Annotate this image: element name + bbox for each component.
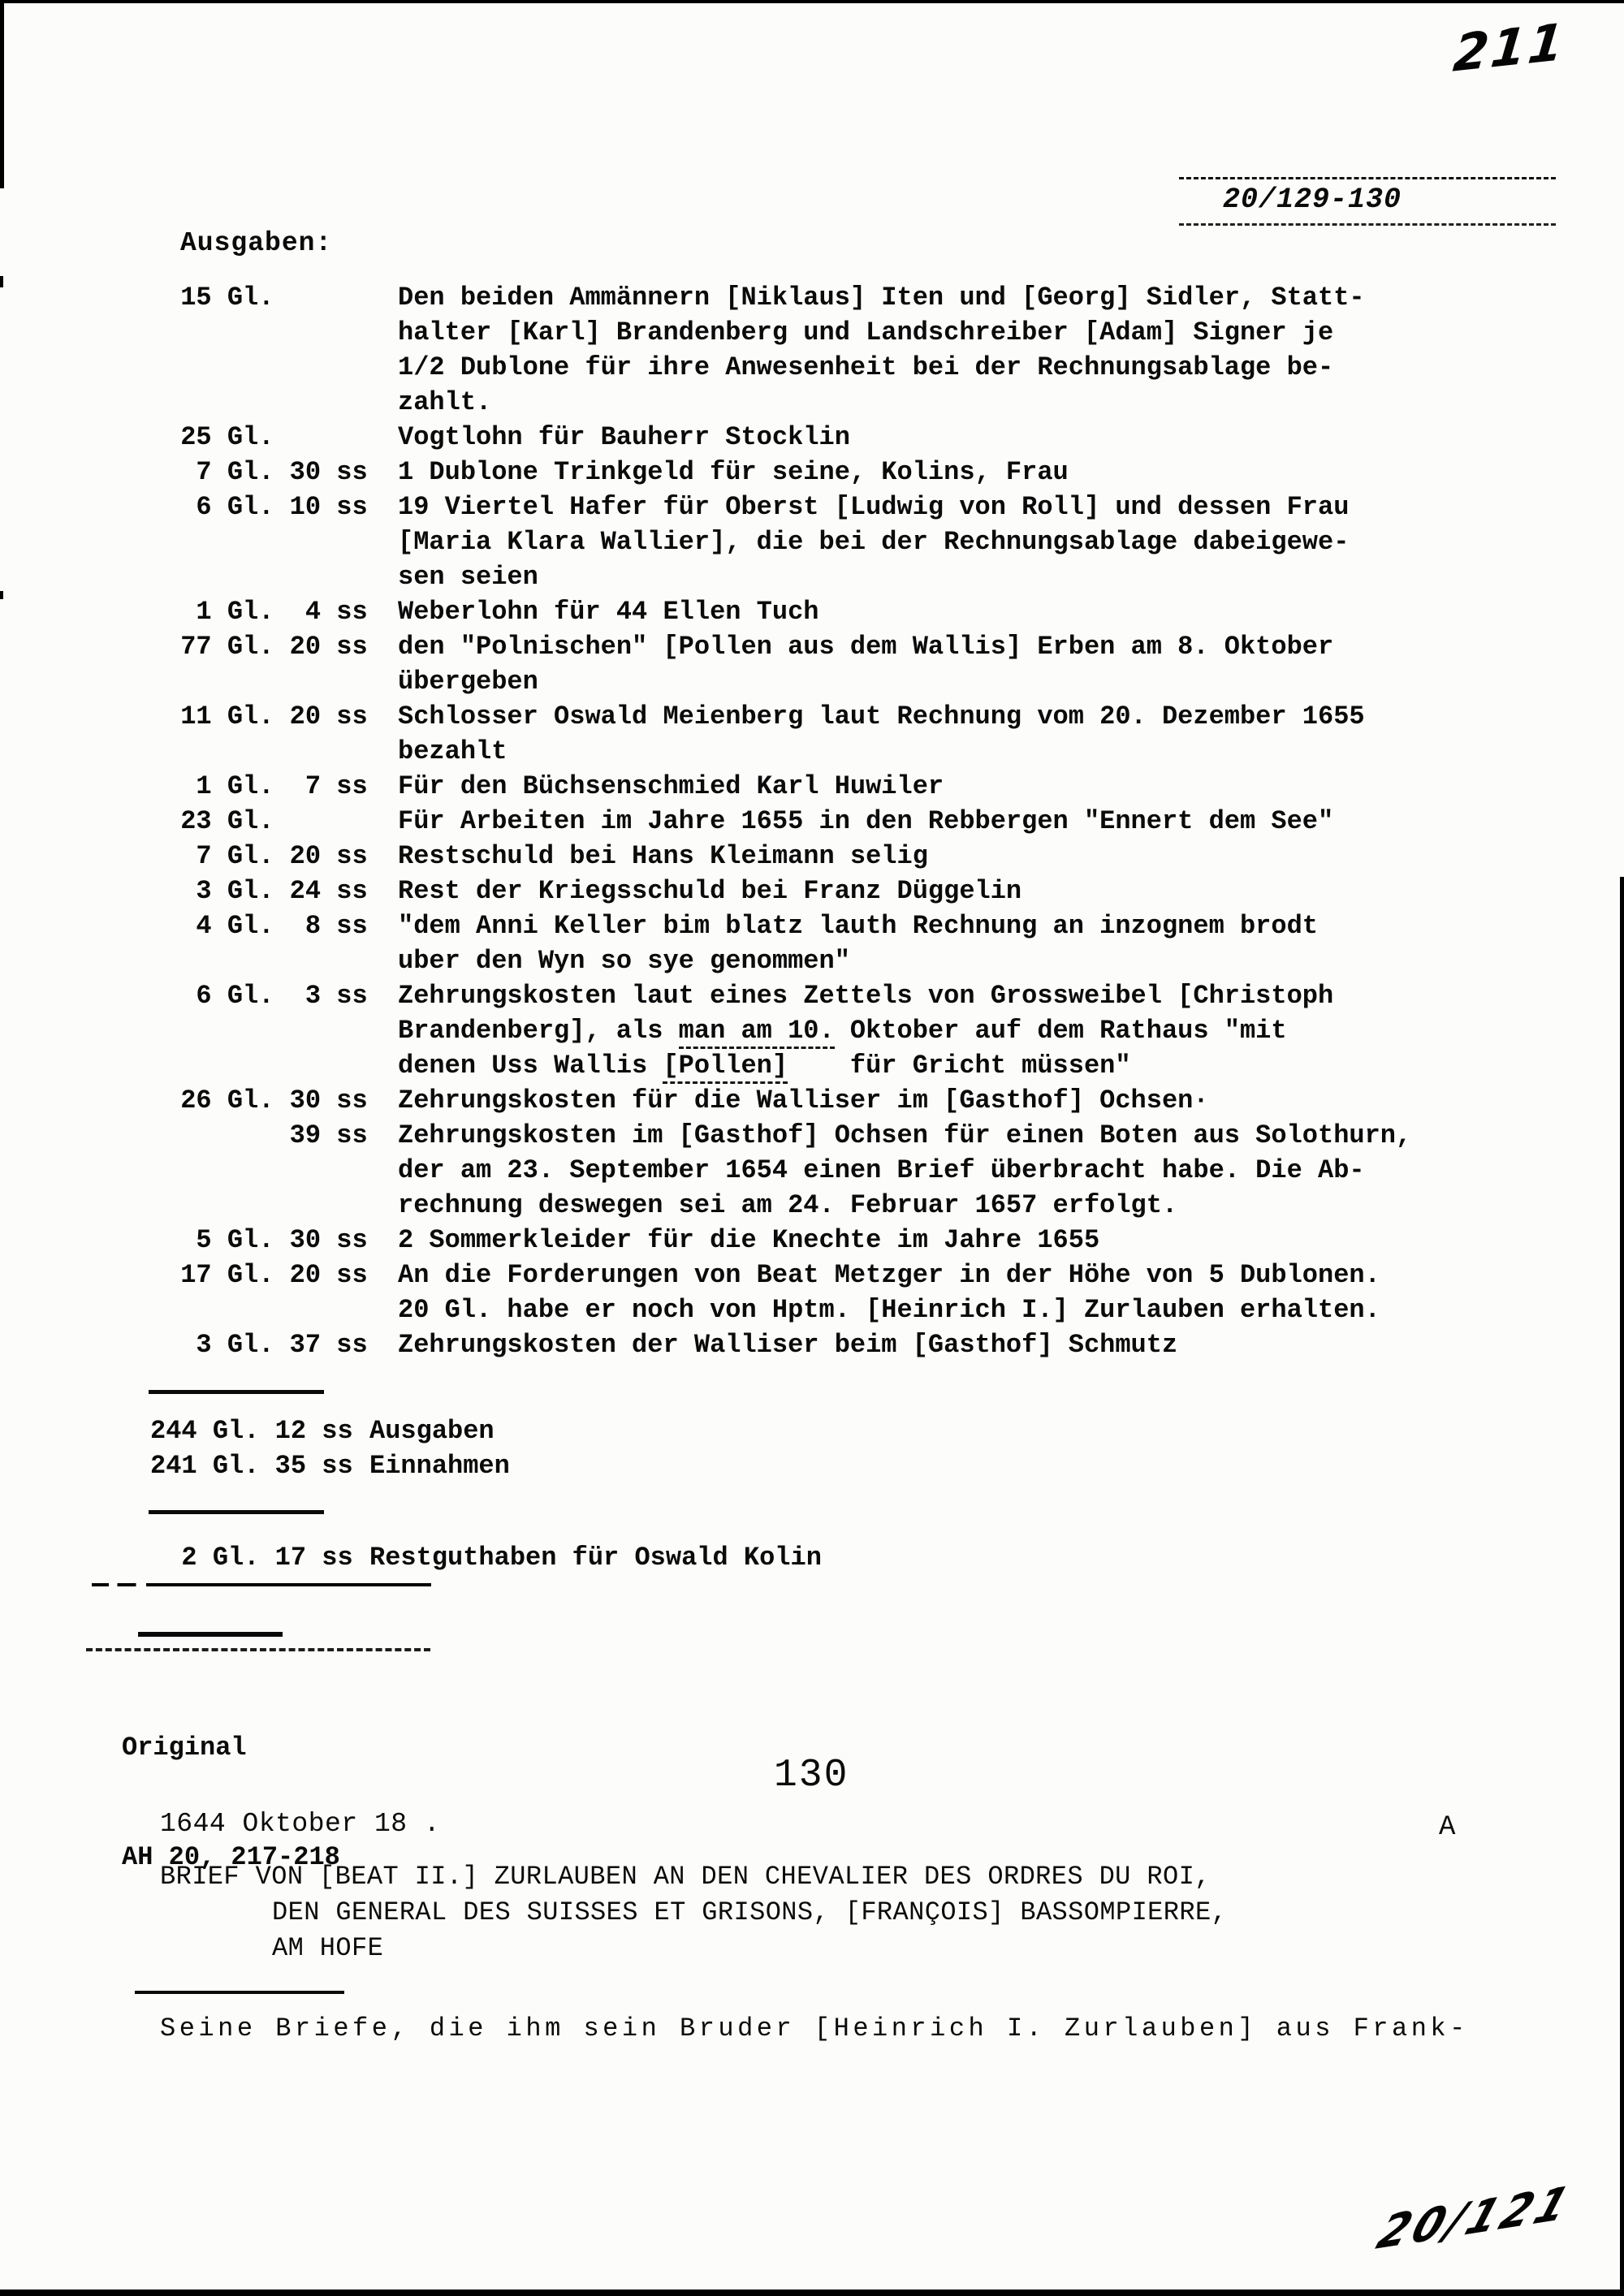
ledger-row <box>165 1118 1622 1223</box>
archive-reference: 20/129-130 <box>1223 183 1402 216</box>
ledger-row <box>165 594 1622 629</box>
ledger-description <box>398 874 1622 908</box>
entry-title-line: AM HOFE <box>272 1933 384 1963</box>
entry-marker: A <box>1439 1812 1456 1843</box>
entry-body-text: Seine Briefe, die ihm sein Bruder [Heinrich I. Zurlauben] aus Frank- <box>160 2013 1469 2044</box>
balance-amount: 2 Gl. 17 ss <box>150 1543 353 1573</box>
divider-bold-short <box>138 1632 283 1637</box>
ledger-amount: 17 Gl. 20 ss <box>165 1260 368 1290</box>
ledger-row <box>165 804 1622 839</box>
ledger-description <box>398 629 1622 699</box>
source-type: Original <box>122 1733 247 1763</box>
ledger-line: Den beiden Ammännern [Niklaus] Iten und [Georg] Sidler, Statt- <box>398 283 1365 313</box>
ledger-line: uber den Wyn so sye genommen" <box>398 946 850 976</box>
ledger-line: 2 Sommerkleider für die Knechte im Jahre 1655 <box>398 1225 1100 1255</box>
underlined-text: man am 10. <box>679 1016 835 1049</box>
ledger-line: Schlosser Oswald Meienberg laut Rechnung vom 20. Dezember 1655 <box>398 701 1365 732</box>
total-row-expenses <box>150 1413 495 1448</box>
ledger-description <box>398 839 1622 874</box>
ledger-description <box>398 1258 1622 1327</box>
ledger-row <box>165 629 1622 699</box>
ledger-amount: 15 Gl. <box>165 283 368 313</box>
balance-row <box>150 1540 822 1575</box>
ledger-line: den "Polnischen" [Pollen aus dem Wallis] Erben am 8. Oktober <box>398 632 1334 662</box>
ledger-row <box>165 908 1622 978</box>
ledger-amount: 1 Gl. 7 ss <box>165 771 368 801</box>
ledger-amount: 7 Gl. 20 ss <box>165 841 368 871</box>
ledger-line: denen Uss Wallis [Pollen] für Gricht müssen" <box>398 1048 1622 1083</box>
ledger-line: [Maria Klara Wallier], die bei der Rechnungsablage dabeigewe- <box>398 527 1350 557</box>
ledger-amount: 26 Gl. 30 ss <box>165 1085 368 1116</box>
ledger-description <box>398 978 1622 1083</box>
scan-edge-bottom <box>0 2290 1624 2296</box>
divider-totals-bottom <box>149 1510 324 1514</box>
ledger-description <box>398 804 1622 839</box>
ledger-description <box>398 1223 1622 1258</box>
source-reference: AH 20, 217-218 <box>122 1842 340 1872</box>
ledger-line: der am 23. September 1654 einen Brief überbracht habe. Die Ab- <box>398 1155 1365 1185</box>
divider-long-line <box>92 1583 431 1586</box>
ledger-line: sen seien <box>398 562 538 592</box>
ledger-line: Vogtlohn für Bauherr Stocklin <box>398 422 850 452</box>
ledger-description <box>398 699 1622 769</box>
ledger-row <box>165 1223 1622 1258</box>
ledger-row <box>165 874 1622 908</box>
ledger-amount: 5 Gl. 30 ss <box>165 1225 368 1255</box>
ledger-line: 19 Viertel Hafer für Oberst [Ludwig von Roll] und dessen Frau <box>398 492 1350 522</box>
ledger-line: 1/2 Dublone für ihre Anwesenheit bei der Rechnungsablage be- <box>398 352 1334 382</box>
ledger-description <box>398 490 1622 594</box>
ledger-row <box>165 1083 1622 1118</box>
ledger-line: 1 Dublone Trinkgeld für seine, Kolins, Frau <box>398 457 1069 487</box>
ledger-line: rechnung deswegen sei am 24. Februar 1657 erfolgt. <box>398 1190 1178 1220</box>
ledger-description <box>398 908 1622 978</box>
entry-number: 130 <box>774 1754 849 1798</box>
ledger-description <box>398 594 1622 629</box>
ledger-line: Weberlohn für 44 Ellen Tuch <box>398 597 819 627</box>
total-row-income <box>150 1448 510 1483</box>
ledger-row <box>165 280 1622 420</box>
handwritten-archive-number-bottom: 20/121 <box>1370 2175 1580 2260</box>
ledger-line: halter [Karl] Brandenberg und Landschreiber [Adam] Signer je <box>398 317 1334 347</box>
ledger-line: "dem Anni Keller bim blatz lauth Rechnung an inzognem brodt <box>398 911 1318 941</box>
entry-title <box>160 1859 1227 1966</box>
ledger-amount: 3 Gl. 24 ss <box>165 876 368 906</box>
entry-date: 1644 Oktober 18 . <box>160 1809 441 1839</box>
ledger-amount: 3 Gl. 37 ss <box>165 1330 368 1360</box>
ledger-description <box>398 455 1622 490</box>
ledger-description <box>398 1118 1622 1223</box>
scan-edge-top <box>0 0 1624 3</box>
ledger-line: Zehrungskosten für die Walliser im [Gasthof] Ochsen· <box>398 1085 1209 1116</box>
ledger-row <box>165 769 1622 804</box>
divider-dashed-line <box>86 1648 430 1651</box>
scan-edge-left <box>0 0 4 188</box>
scan-edge-left-tick2 <box>0 591 3 599</box>
ledger-amount: 6 Gl. 10 ss <box>165 492 368 522</box>
entry-title-line: DEN GENERAL DES SUISSES ET GRISONS, [FRANÇOIS] BASSOMPIERRE, <box>272 1897 1228 1927</box>
ledger-description <box>398 769 1622 804</box>
ledger-amount: 1 Gl. 4 ss <box>165 597 368 627</box>
ledger-amount: 6 Gl. 3 ss <box>165 981 368 1011</box>
ledger-line: zahlt. <box>398 387 492 417</box>
entry-title-line: BRIEF VON [BEAT II.] ZURLAUBEN AN DEN CHEVALIER DES ORDRES DU ROI, <box>160 1862 1211 1892</box>
underlined-text: [Pollen] <box>663 1051 788 1084</box>
divider-totals-top <box>149 1390 324 1394</box>
handwritten-page-number-top: 211 <box>1450 11 1569 84</box>
ledger-line: Brandenberg], als man am 10. Oktober auf dem Rathaus "mit <box>398 1013 1622 1048</box>
ledger-line: Restschuld bei Hans Kleimann selig <box>398 841 928 871</box>
ledger-description <box>398 280 1622 420</box>
ledger-description <box>398 420 1622 455</box>
ledger-amount: 7 Gl. 30 ss <box>165 457 368 487</box>
ledger-amount: 25 Gl. <box>165 422 368 452</box>
ledger-amount: 39 ss <box>165 1120 368 1150</box>
ledger-amount: 23 Gl. <box>165 806 368 836</box>
expense-ledger <box>165 280 1622 1362</box>
ledger-row <box>165 699 1622 769</box>
ledger-line: übergeben <box>398 667 538 697</box>
ledger-line: 20 Gl. habe er noch von Hptm. [Heinrich I.] Zurlauben erhalten. <box>398 1295 1380 1325</box>
total-amount: 244 Gl. 12 ss <box>150 1416 353 1446</box>
ledger-line: Rest der Kriegsschuld bei Franz Düggelin <box>398 876 1022 906</box>
ledger-row <box>165 1327 1622 1362</box>
total-label: Ausgaben <box>369 1416 495 1446</box>
ledger-row <box>165 455 1622 490</box>
ledger-line: Zehrungskosten laut eines Zettels von Grossweibel [Christoph <box>398 981 1334 1011</box>
ledger-row <box>165 1258 1622 1327</box>
ledger-line: bezahlt <box>398 736 508 766</box>
ledger-line: An die Forderungen von Beat Metzger in der Höhe von 5 Dublonen. <box>398 1260 1380 1290</box>
ledger-line: Für Arbeiten im Jahre 1655 in den Rebbergen "Ennert dem See" <box>398 806 1334 836</box>
ledger-amount: 4 Gl. 8 ss <box>165 911 368 941</box>
total-amount: 241 Gl. 35 ss <box>150 1451 353 1481</box>
ledger-line: Zehrungskosten der Walliser beim [Gasthof] Schmutz <box>398 1330 1178 1360</box>
total-label: Einnahmen <box>369 1451 510 1481</box>
ledger-row <box>165 839 1622 874</box>
ledger-row <box>165 420 1622 455</box>
balance-label: Restguthaben für Oswald Kolin <box>369 1543 822 1573</box>
ledger-amount: 77 Gl. 20 ss <box>165 632 368 662</box>
divider-entry-title <box>135 1991 344 1994</box>
ledger-line: Zehrungskosten im [Gasthof] Ochsen für einen Boten aus Solothurn, <box>398 1120 1412 1150</box>
ledger-amount: 11 Gl. 20 ss <box>165 701 368 732</box>
ledger-line: Für den Büchsenschmied Karl Huwiler <box>398 771 944 801</box>
section-heading: Ausgaben: <box>180 228 333 258</box>
ledger-description <box>398 1083 1622 1118</box>
scan-edge-left-tick <box>0 276 3 287</box>
ledger-row <box>165 978 1622 1083</box>
archive-reference-box <box>1179 177 1556 226</box>
ledger-description <box>398 1327 1622 1362</box>
ledger-row <box>165 490 1622 594</box>
